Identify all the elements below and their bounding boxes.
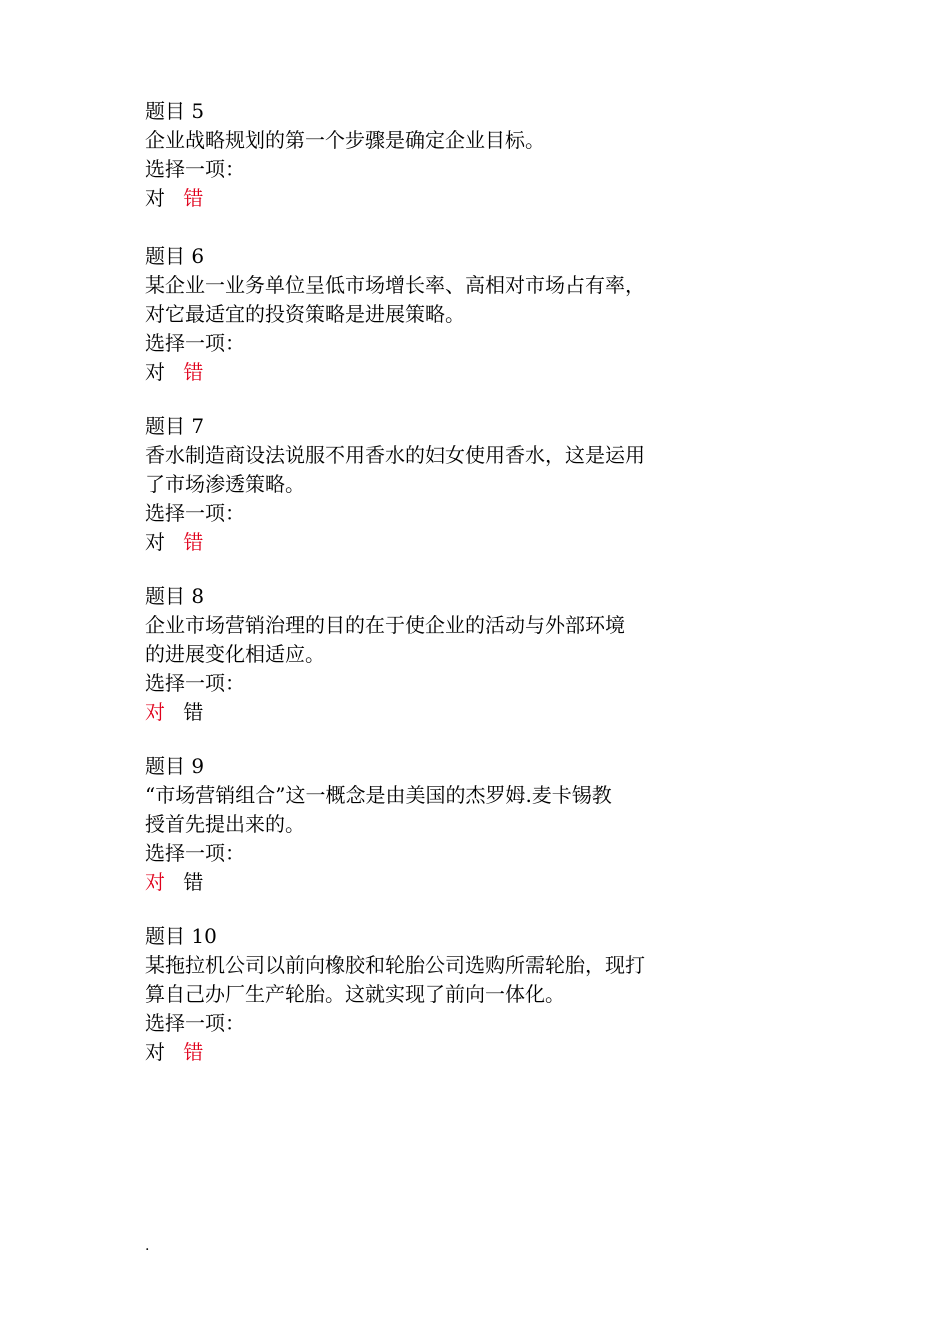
question-6 xyxy=(145,242,715,387)
option-false[interactable]: 错 xyxy=(183,360,204,384)
question-text-line: 企业市场营销治理的目的在于使企业的活动与外部环境 xyxy=(145,613,625,637)
question-prompt: 选择一项： xyxy=(145,157,245,181)
option-true[interactable]: 对 xyxy=(145,186,165,210)
question-text-line: 的进展变化相适应。 xyxy=(145,642,325,666)
answer-options xyxy=(145,868,715,897)
question-text-line: 算自己办厂生产轮胎。这就实现了前向一体化。 xyxy=(145,982,565,1006)
question-text-line: 某拖拉机公司以前向橡胶和轮胎公司选购所需轮胎，现打 xyxy=(145,953,645,977)
question-9 xyxy=(145,752,715,897)
question-title: 题目 7 xyxy=(145,414,205,438)
question-text-line: 对它最适宜的投资策略是进展策略。 xyxy=(145,302,465,326)
option-true[interactable]: 对 xyxy=(145,700,165,724)
question-7 xyxy=(145,412,715,557)
question-text-line: 授首先提出来的。 xyxy=(145,812,305,836)
option-false[interactable]: 错 xyxy=(183,530,204,554)
question-title: 题目 6 xyxy=(145,244,205,268)
question-text-line: 了市场渗透策略。 xyxy=(145,472,305,496)
option-false[interactable]: 错 xyxy=(183,700,204,724)
answer-options xyxy=(145,184,715,213)
answer-options xyxy=(145,698,715,727)
question-title: 题目 9 xyxy=(145,754,205,778)
question-prompt: 选择一项： xyxy=(145,1011,245,1035)
question-8 xyxy=(145,582,715,727)
option-false[interactable]: 错 xyxy=(183,186,204,210)
answer-options xyxy=(145,1038,715,1067)
question-text-line: 企业战略规划的第一个步骤是确定企业目标。 xyxy=(145,128,545,152)
option-true[interactable]: 对 xyxy=(145,1040,165,1064)
question-text-line: 香水制造商设法说服不用香水的妇女使用香水，这是运用 xyxy=(145,443,645,467)
option-true[interactable]: 对 xyxy=(145,870,165,894)
question-5 xyxy=(145,97,715,213)
question-title: 题目 10 xyxy=(145,924,217,948)
option-false[interactable]: 错 xyxy=(183,870,204,894)
option-true[interactable]: 对 xyxy=(145,530,165,554)
question-prompt: 选择一项： xyxy=(145,501,245,525)
question-title: 题目 5 xyxy=(145,99,205,123)
question-text-line: 某企业一业务单位呈低市场增长率、高相对市场占有率， xyxy=(145,273,645,297)
question-title: 题目 8 xyxy=(145,584,205,608)
option-false[interactable]: 错 xyxy=(183,1040,204,1064)
footer-mark: . xyxy=(145,1238,150,1254)
question-10 xyxy=(145,922,715,1067)
answer-options xyxy=(145,528,715,557)
question-prompt: 选择一项： xyxy=(145,841,245,865)
question-prompt: 选择一项： xyxy=(145,671,245,695)
question-prompt: 选择一项： xyxy=(145,331,245,355)
answer-options xyxy=(145,358,715,387)
question-text-line: “市场营销组合”这一概念是由美国的杰罗姆.麦卡锡教 xyxy=(145,783,612,807)
option-true[interactable]: 对 xyxy=(145,360,165,384)
